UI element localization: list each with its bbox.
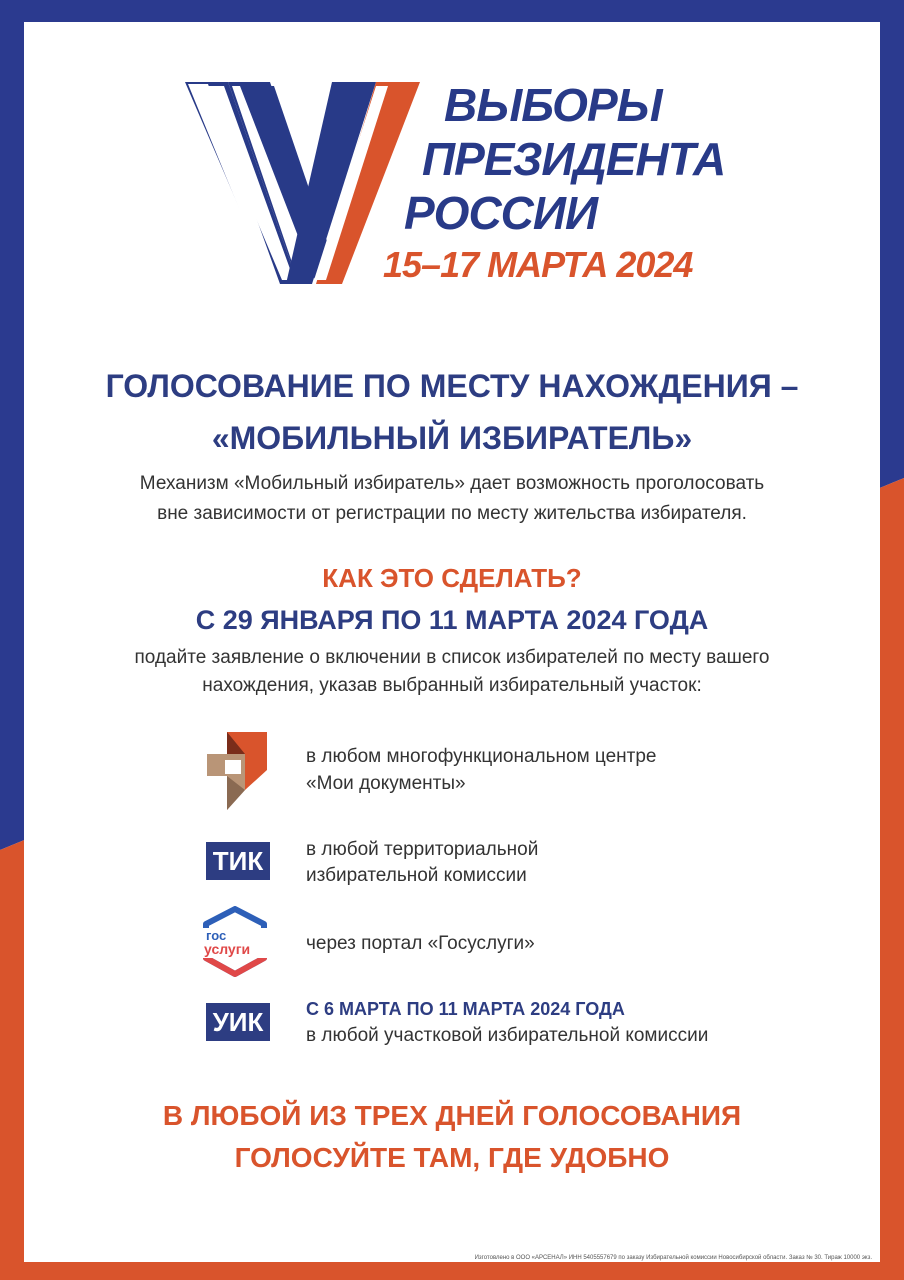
cta-line1: В ЛЮБОЙ ИЗ ТРЕХ ДНЕЙ ГОЛОСОВАНИЯ	[162, 1100, 742, 1131]
gosuslugi-logo-text-1: гос	[206, 928, 227, 943]
gosuslugi-logo-text-2: услуги	[204, 941, 251, 957]
brand-title-line3: РОССИИ	[404, 187, 598, 239]
howto-question: КАК ЭТО СДЕЛАТЬ?	[322, 563, 582, 593]
uik-badge: УИК	[206, 1003, 270, 1041]
option-tik-line2: избирательной комиссии	[306, 865, 527, 886]
howto-line1: подайте заявление о включении в список избирателей по месту вашего	[134, 647, 770, 668]
election-dates: 15–17 МАРТА 2024	[383, 244, 693, 285]
tik-badge: ТИК	[206, 842, 270, 880]
option-mfc-line1: в любом многофункциональном центре	[306, 746, 657, 767]
intro-line1: Механизм «Мобильный избиратель» дает возможность проголосовать	[139, 473, 765, 494]
option-uik-line2: в любой участковой избирательной комиссии	[306, 1025, 709, 1046]
main-heading-line1: ГОЛОСОВАНИЕ ПО МЕСТУ НАХОЖДЕНИЯ –	[105, 368, 799, 404]
main-heading-line2: «МОБИЛЬНЫЙ ИЗБИРАТЕЛЬ»	[211, 420, 693, 456]
option-tik-line1: в любой территориальной	[306, 839, 539, 860]
option-uik-period: С 6 МАРТА ПО 11 МАРТА 2024 ГОДА	[306, 999, 625, 1019]
intro-line2: вне зависимости от регистрации по месту жительства избирателя.	[157, 503, 747, 524]
option-gosuslugi-line1: через портал «Госуслуги»	[306, 933, 535, 954]
imprint-text: Изготовлено в ООО «АРСЕНАЛ» ИНН 5405557679 по заказу Избирательной комиссии Новосибирской области. Заказ № 30. Тираж 10000 экз.	[474, 1255, 872, 1261]
mfc-logo-icon	[205, 730, 269, 812]
option-mfc-line2: «Мои документы»	[306, 773, 466, 794]
brand-title-line1: ВЫБОРЫ	[444, 79, 662, 131]
howto-period: С 29 ЯНВАРЯ ПО 11 МАРТА 2024 ГОДА	[195, 605, 709, 635]
brand-title	[392, 78, 772, 240]
option-uik-line1-wrap	[306, 996, 625, 1023]
howto-line2: нахождения, указав выбранный избирательный участок:	[202, 675, 702, 696]
gosuslugi-logo-icon	[198, 906, 272, 978]
brand-title-line2: ПРЕЗИДЕНТА	[422, 133, 726, 185]
cta-line2: ГОЛОСУЙТЕ ТАМ, ГДЕ УДОБНО	[234, 1142, 670, 1173]
